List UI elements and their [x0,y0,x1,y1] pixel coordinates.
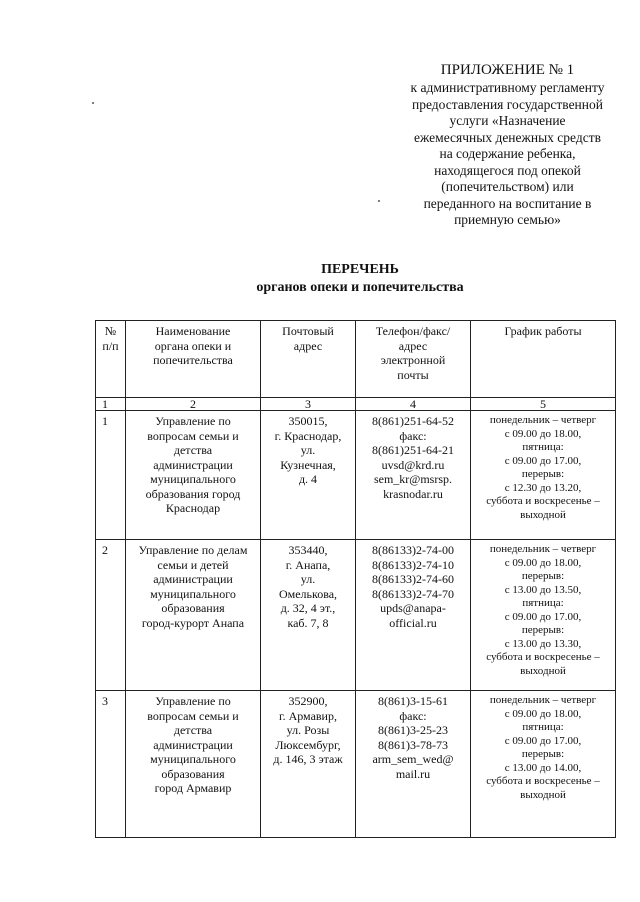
row-name: Управление по вопросам семьи и детства администрации муниципального образования город Краснодар [126,411,261,540]
column-number: 5 [471,398,616,411]
table-row [96,540,616,691]
scan-speck [92,102,94,104]
appendix-title: ПРИЛОЖЕНИЕ № 1 [440,62,575,78]
appendix-line: к административному регламенту [410,80,605,95]
column-number: 3 [261,398,356,411]
appendix-line: (попечительством) или [441,179,574,194]
appendix-line: переданного на воспитание в [423,195,592,211]
row-num: 1 [96,411,126,540]
guardianship-bodies-table [95,320,616,838]
header-contacts: Телефон/факс/ адрес электронной почты [356,321,471,398]
row-schedule: понедельник – четверг с 09.00 до 18.00, перерыв: с 13.00 до 13.50, пятница: с 09.00 до 17.00, перерыв: с 13.00 до 13.30, суббота и воскресенье – выходной [471,540,616,691]
row-address: 353440, г. Анапа, ул. Омелькова, д. 32, 4 эт., каб. 7, 8 [261,540,356,691]
list-subtitle: органов опеки и попечительства [256,280,464,295]
row-name: Управление по вопросам семьи и детства администрации муниципального образования город Армавир [126,691,261,838]
appendix-block [380,60,635,229]
table-row [96,411,616,540]
row-contacts: 8(861)3-15-61 факс: 8(861)3-25-23 8(861)3-78-73 arm_sem_wed@ mail.ru [356,691,471,838]
row-contacts: 8(86133)2-74-00 8(86133)2-74-10 8(86133)2-74-60 8(86133)2-74-70 upds@anapa- official.ru [356,540,471,691]
row-num: 2 [96,540,126,691]
appendix-line: на содержание ребенка, [439,146,576,161]
table-row [96,691,616,838]
appendix-line: предоставления государственной [412,96,603,112]
appendix-line: услуги «Назначение [449,113,566,128]
header-num: № п/п [96,321,126,398]
list-title: ПЕРЕЧЕНЬ [321,262,399,277]
column-number: 1 [96,398,126,411]
row-num: 3 [96,691,126,838]
appendix-line: приемную семью» [454,212,561,227]
header-name: Наименование органа опеки и попечительства [126,321,261,398]
column-number: 4 [356,398,471,411]
appendix-line: находящегося под опекой [434,162,581,178]
header-address: Почтовый адрес [261,321,356,398]
row-schedule: понедельник – четверг с 09.00 до 18.00, пятница: с 09.00 до 17.00, перерыв: с 13.00 до 14.00, суббота и воскресенье – выходной [471,691,616,838]
column-numbers-row [96,398,616,411]
column-number: 2 [126,398,261,411]
row-name: Управление по делам семьи и детей администрации муниципального образования город-курорт Анапа [126,540,261,691]
header-schedule: График работы [471,321,616,398]
row-address: 350015, г. Краснодар, ул. Кузнечная, д. 4 [261,411,356,540]
row-address: 352900, г. Армавир, ул. Розы Люксембург, д. 146, 3 этаж [261,691,356,838]
row-contacts: 8(861)251-64-52 факс: 8(861)251-64-21 uvsd@krd.ru sem_kr@msrsp. krasnodar.ru [356,411,471,540]
table-header-row [96,321,616,398]
row-schedule: понедельник – четверг с 09.00 до 18.00, пятница: с 09.00 до 17.00, перерыв: с 12.30 до 13.20, суббота и воскресенье – выходной [471,411,616,540]
scan-speck [378,200,380,202]
appendix-line: ежемесячных денежных средств [414,129,601,145]
